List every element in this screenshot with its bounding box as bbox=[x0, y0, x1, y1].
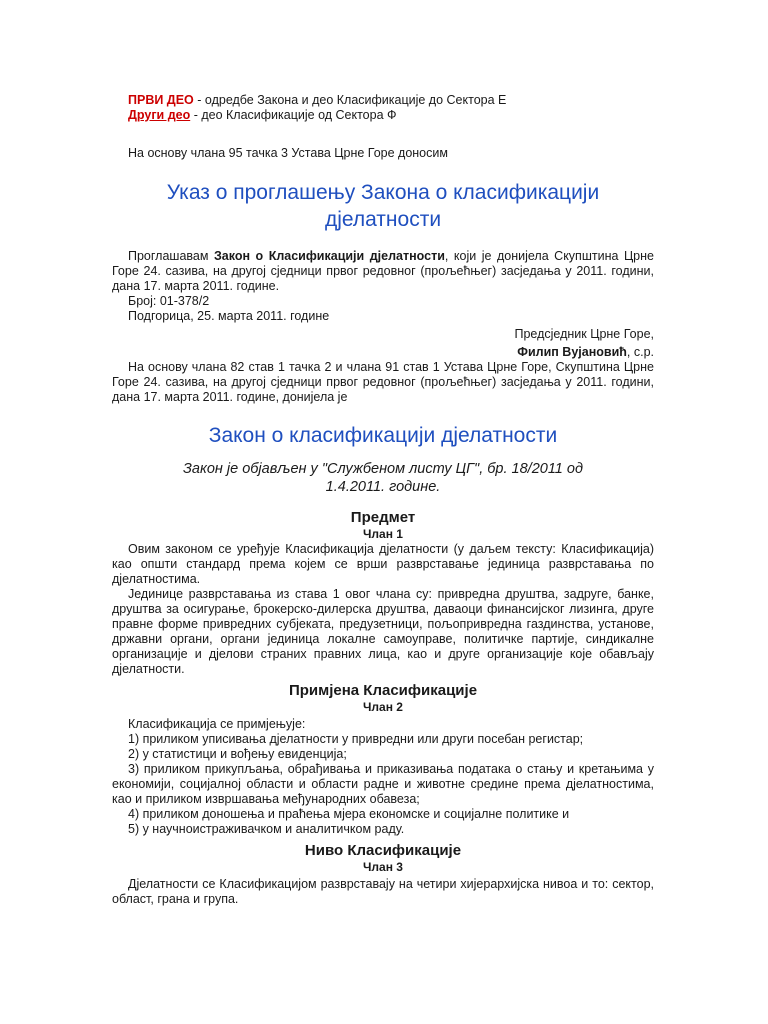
article-2-item: 1) приликом уписивања дјелатности у привредни или други посебан регистар; bbox=[128, 732, 584, 746]
basis-paragraph: На основу члана 82 став 1 тачка 2 и члана 91 став 1 Устава Црне Горе, Скупштина Црне Горе 24. сазива, на другој сједници првог редовног (прољећњег) засједања у 2011. години, дана 17. марта 2011. године, донијела је bbox=[112, 360, 654, 404]
section-title-nivo: Ниво Класификације bbox=[304, 842, 462, 859]
toc-part1-text: - одредбе Закона и део Класификације до Сектора Е bbox=[193, 93, 507, 107]
article-2-item: 2) у статистици и вођењу евиденција; bbox=[128, 747, 347, 761]
signature-line bbox=[112, 345, 654, 360]
toc-part2-text: - део Класификације од Сектора Ф bbox=[190, 108, 397, 122]
article-2-label: Члан 2 bbox=[363, 700, 403, 714]
article-2-item: 5) у научноистраживачком и аналитичком раду. bbox=[128, 822, 405, 836]
toc-part1-label: ПРВИ ДЕО bbox=[128, 93, 194, 107]
law-title: Закон о класификацији дјелатности bbox=[208, 424, 558, 447]
proglasenje-pre: Проглашавам bbox=[128, 249, 214, 263]
article-2-item: 4) приликом доношења и праћења мјера економске и социјалне политике и bbox=[128, 807, 570, 821]
article-1-label: Члан 1 bbox=[363, 527, 403, 541]
signature-name: Филип Вујановић bbox=[517, 345, 627, 359]
proglasenje-paragraph bbox=[112, 249, 654, 294]
proglasenje-post: , који је донијела Скупштина Црне Горе 24. сазива, на другој сједници првог редовног (прољећњег) засједања у 2011. години, дана 17. марта 2011. године. bbox=[112, 249, 654, 293]
section-title-primjena: Примјена Класификације bbox=[288, 682, 478, 699]
article-1-paragraph-2: Јединице разврставања из става 1 овог члана су: привредна друштва, задруге, банке, друштва за осигурање, брокерско-дилерска друштва, даваоци финансијског лизинга, друге правне форме привредних субјеката, предузетници, пољопривредна газдинства, установе, државни органи, органи јединица локалне самоуправе, политичке партије, синдикалне организације и дјелови страних правних лица, као и друге организације које обављају дјелатности. bbox=[112, 587, 654, 676]
toc-part1 bbox=[112, 93, 654, 108]
article-3-paragraph-1: Дјелатности се Класификацијом разврставају на четири хијерархијска нивоа и то: сектор, област, грана и група. bbox=[112, 877, 654, 906]
place-date-line: Подгорица, 25. марта 2011. године bbox=[128, 309, 330, 323]
proglasenje-law-name: Закон о Класификацији дјелатности bbox=[213, 249, 445, 263]
article-2-item: 3) приликом прикупљања, обрађивања и приказивања података о стању и кретањима у економији, социјалној области и области радне и животне средине према дјелатностима, као и приликом извршавања међународних обавеза; bbox=[112, 762, 654, 806]
broj-line: Број: 01-378/2 bbox=[128, 294, 210, 308]
ukaz-title: Указ о проглашењу Закона о класификацији дјелатности bbox=[166, 181, 600, 231]
article-1-paragraph-1: Овим законом се уређује Класификација дјелатности (у даљем тексту: Класификација) као општи стандард према којем се врши разврставање јединица разврставања по дјелатностима. bbox=[112, 542, 654, 586]
document-content bbox=[112, 93, 654, 907]
signature-title: Предсједник Црне Горе, bbox=[514, 327, 654, 341]
toc-part2 bbox=[112, 108, 654, 123]
toc-part2-link[interactable]: Други део bbox=[128, 108, 191, 122]
published-note: Закон је објављен у "Службеном листу ЦГ", бр. 18/2011 од 1.4.2011. године. bbox=[183, 461, 583, 495]
signature-suffix: , с.р. bbox=[626, 345, 654, 359]
article-2-intro: Класификација се примјењује: bbox=[128, 717, 306, 731]
article-3-label: Члан 3 bbox=[363, 860, 403, 874]
intro-line: На основу члана 95 тачка 3 Устава Црне Горе доносим bbox=[128, 146, 448, 160]
section-title-predmet: Предмет bbox=[350, 509, 416, 526]
